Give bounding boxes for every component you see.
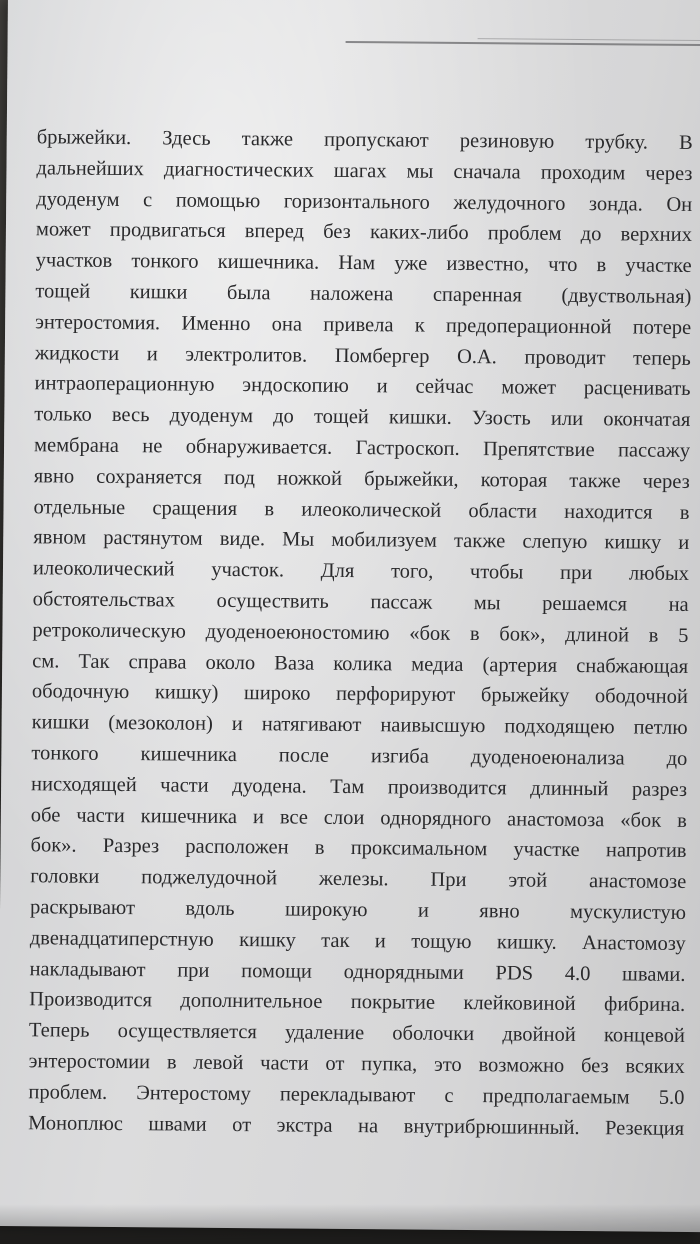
text-line: явно сохраняется под ножкой брыжейки, которая также через xyxy=(33,465,690,493)
text-line: кишки (мезоколон) и натягивают наивысшую подходящею петлю xyxy=(31,711,688,740)
text-line: нисходящей части дуодена. Там производится длинный разрез xyxy=(31,772,688,801)
text-line: мембрана не обнаруживается. Гастроскоп. Препятствие пассажу xyxy=(33,434,691,462)
text-line: головки поджелудочной железы. При этой анастомозе xyxy=(30,865,687,894)
text-line: ретроколическую дуоденоеюностомию «бок в бок», длиной в 5 xyxy=(32,618,689,647)
text-line: только весь дуоденум до тощей кишки. Узость или окончатая xyxy=(34,403,691,432)
text-line: тощей кишки была наложена спаренная (двуствольная) xyxy=(35,280,692,308)
text-line: илеоколический участок. Для того, чтобы при любых xyxy=(32,557,690,586)
text-line: тонкого кишечника после изгиба дуоденоеюнализа до xyxy=(31,742,688,770)
text-line: явном растянутом виде. Мы мобилизуем также слепую кишку и xyxy=(33,526,690,555)
header-rule xyxy=(346,41,700,46)
text-line: дуоденум с помощью горизонтального желудочного зонда. Он xyxy=(36,187,693,216)
text-line: двенадцатиперстную кишку так и тощую кишку. Анастомозу xyxy=(29,926,686,955)
text-line: отдельные сращения в илеоколической области находится в xyxy=(33,495,690,524)
text-line: см. Так справа около Ваза колика медиа (артерия снабжающая xyxy=(32,649,689,678)
text-line: Теперь осуществляется удаление оболочки двойной концевой xyxy=(28,1019,686,1048)
text-line: брыжейки. Здесь также пропускают резиновую трубку. В xyxy=(36,126,693,154)
text-line: энтеростомия. Именно она привела к предоперационной потере xyxy=(35,311,692,339)
text-line: обстоятельствах осуществить пассаж мы решаемся на xyxy=(32,588,689,616)
text-line: Моноплюс швами от экстра на внутрибрюшинный. Резекция xyxy=(28,1111,685,1140)
text-line: жидкости и электролитов. Помбергер О.А. проводит теперь xyxy=(34,341,691,370)
text-line: обе части кишечника и все слои однорядного анастомоза «бок в xyxy=(30,803,687,832)
bottom-shadow xyxy=(0,1204,700,1244)
text-line: бок». Разрез расположен в проксимальном участке напротив xyxy=(30,834,687,863)
header-rule-secondary xyxy=(478,38,700,41)
text-line: накладывают при помощи однорядными PDS 4.0 швами. xyxy=(29,957,686,986)
text-line: энтеростомии в левой части от пупка, это возможно без всяких xyxy=(28,1050,685,1078)
text-line: интраоперационную эндоскопию и сейчас может расценивать xyxy=(34,372,691,401)
text-line: Производится дополнительное покрытие клейковиной фибрина. xyxy=(29,988,686,1017)
text-line: дальнейших диагностических шагах мы сначала проходим через xyxy=(36,157,693,185)
text-line: ободочную кишку) широко перфорируют брыжейку ободочной xyxy=(31,680,688,709)
text-line: раскрывают вдоль широкую и явно мускулистую xyxy=(29,896,687,924)
text-line: проблем. Энтеростому перекладывают с предполагаемым 5.0 xyxy=(28,1080,685,1109)
text-line: может продвигаться вперед без каких-либо проблем до верхних xyxy=(35,218,693,247)
document-body xyxy=(28,122,693,1144)
text-line: участков тонкого кишечника. Нам уже известно, что в участке xyxy=(35,249,692,278)
